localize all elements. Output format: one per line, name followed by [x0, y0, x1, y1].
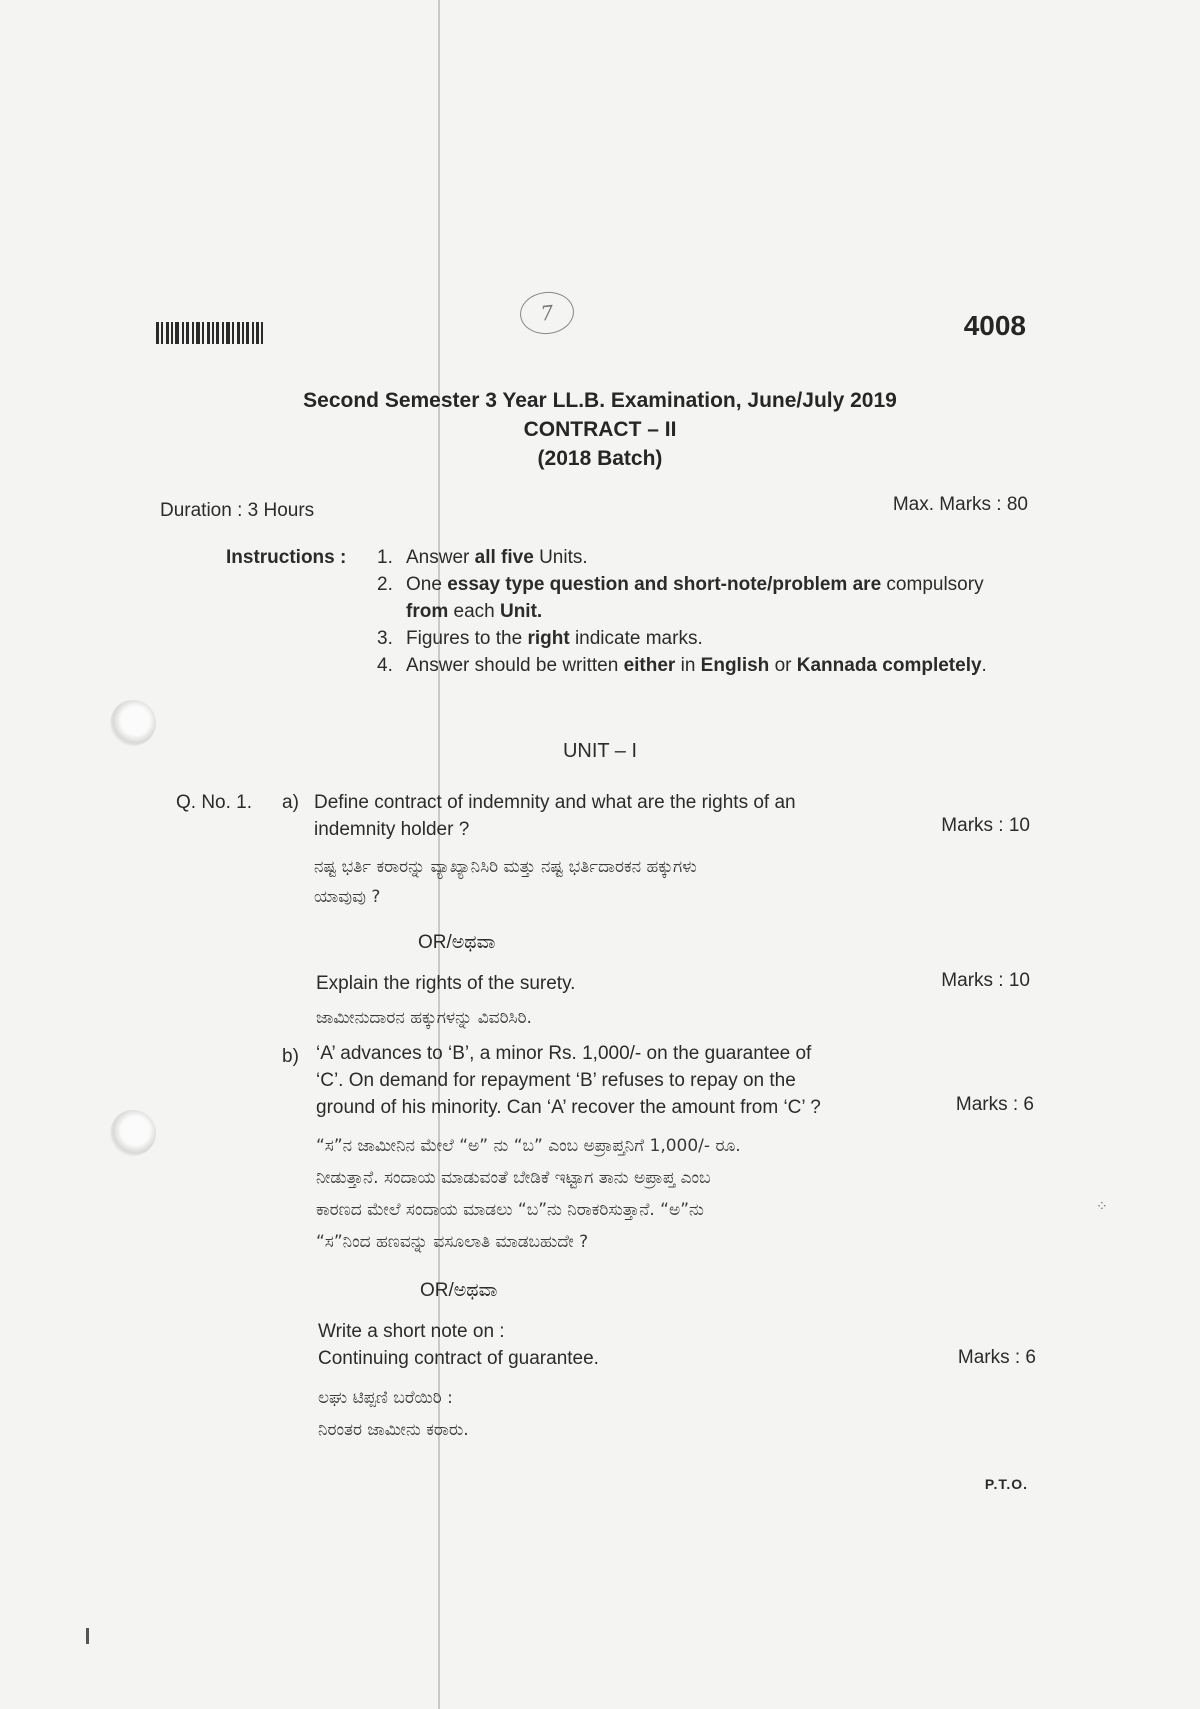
text-line: Continuing contract of guarantee.	[318, 1348, 599, 1369]
plain-text: Answer should be written	[406, 655, 624, 676]
instruction-text	[406, 625, 703, 652]
emphasis-text: Kannada	[796, 655, 877, 676]
text-line: ಕಾರಣದ ಮೇಲೆ ಸಂದಾಯ ಮಾಡಲು “ಬ”ನು ನಿರಾಕರಿಸುತ್ತಾನೆ. “ಅ”ನು	[316, 1200, 704, 1220]
plain-text: indicate marks.	[569, 628, 703, 649]
max-marks: Max. Marks : 80	[892, 494, 1028, 515]
subject-title: CONTRACT – II	[523, 418, 677, 441]
instruction-text	[406, 571, 987, 625]
plain-text: Units.	[533, 547, 588, 568]
scan-smudge: ⁘	[1096, 1198, 1108, 1214]
part-b-label: b)	[282, 1046, 299, 1067]
emphasis-text: English	[700, 655, 770, 676]
exam-title: Second Semester 3 Year LL.B. Examination, June/July 2019	[303, 389, 897, 412]
instruction-item	[377, 625, 987, 652]
instruction-item	[377, 652, 987, 679]
part-a-question-1-kannada	[314, 852, 934, 912]
text-line: Define contract of indemnity and what are the rights of an	[314, 792, 796, 813]
instruction-item	[377, 544, 987, 571]
plain-text: or	[769, 655, 797, 676]
instruction-number: 4.	[377, 655, 393, 676]
text-line: ‘C’. On demand for repayment ‘B’ refuses to repay on the	[316, 1070, 796, 1091]
handwritten-page-number: 7	[518, 289, 576, 336]
emphasis-text: from	[406, 601, 454, 622]
emphasis-text: right	[527, 628, 570, 649]
plain-text: compulsory	[886, 574, 984, 595]
instruction-text	[406, 652, 987, 679]
plain-text: each	[453, 601, 495, 622]
emphasis-text: Unit.	[494, 601, 543, 622]
emphasis-text: all five	[474, 547, 534, 568]
scan-edge-mark	[86, 1628, 89, 1644]
plain-text: One	[406, 574, 442, 595]
text-line: ನಿರಂತರ ಜಾಮೀನು ಕರಾರು.	[318, 1420, 469, 1440]
plain-text: Figures to the	[406, 628, 528, 649]
part-b-question-1-kannada	[316, 1130, 936, 1258]
punch-hole-bottom	[110, 1110, 156, 1156]
text-line: ‘A’ advances to ‘B’, a minor Rs. 1,000/- on the guarantee of	[316, 1043, 812, 1064]
text-line: Write a short note on :	[318, 1321, 505, 1342]
emphasis-text: essay type question and short-note/problem are	[441, 574, 887, 595]
unit-title: UNIT – I	[562, 740, 638, 762]
text-line: ಜಾಮೀನುದಾರನ ಹಕ್ಕುಗಳನ್ನು ವಿವರಿಸಿರಿ.	[316, 1008, 532, 1028]
instruction-number: 1.	[377, 547, 393, 568]
instruction-text	[406, 544, 588, 571]
text-line: ನೀಡುತ್ತಾನೆ. ಸಂದಾಯ ಮಾಡುವಂತೆ ಬೇಡಿಕೆ ಇಟ್ಟಾಗ ತಾನು ಅಪ್ರಾಪ್ತ ಎಂಬ	[316, 1168, 711, 1188]
part-a-label: a)	[282, 792, 299, 813]
text-line: “ಸ”ನಿಂದ ಹಣವನ್ನು ವಸೂಲಾತಿ ಮಾಡಬಹುದೇ ?	[316, 1232, 589, 1252]
part-b-question-1	[316, 1040, 936, 1121]
plain-text: .	[981, 655, 987, 676]
or-separator: OR/ಅಥವಾ	[418, 932, 496, 953]
text-line: Explain the rights of the surety.	[316, 973, 576, 994]
text-line: “ಸ”ನ ಜಾಮೀನಿನ ಮೇಲೆ “ಅ” ನು “ಬ” ಎಂಬ ಅಪ್ರಾಪ್ತನಿಗೆ 1,000/- ರೂ.	[316, 1136, 741, 1156]
emphasis-text: either	[623, 655, 676, 676]
part-b-question-2-marks: Marks : 6	[957, 1347, 1036, 1368]
batch-label: (2018 Batch)	[537, 447, 663, 470]
instructions-label: Instructions :	[226, 547, 347, 568]
pto-label: P.T.O.	[984, 1476, 1028, 1492]
part-a-question-2	[316, 970, 916, 997]
emphasis-text: completely	[882, 655, 982, 676]
part-b-question-2	[318, 1318, 918, 1372]
or-separator: OR/ಅಥವಾ	[420, 1280, 498, 1301]
part-a-question-2-marks: Marks : 10	[941, 970, 1030, 991]
instructions-list	[377, 544, 987, 679]
part-a-question-1-marks: Marks : 10	[941, 815, 1030, 836]
plain-text: in	[675, 655, 701, 676]
part-a-question-2-kannada	[316, 1005, 916, 1032]
part-a-question-1	[314, 789, 934, 843]
text-line: ನಷ್ಟ ಭರ್ತಿ ಕರಾರನ್ನು ವ್ಯಾಖ್ಯಾನಿಸಿರಿ ಮತ್ತು ನಷ್ಟ ಭರ್ತಿದಾರಕನ ಹಕ್ಕುಗಳು	[314, 857, 697, 877]
part-b-question-2-kannada	[318, 1382, 918, 1446]
instruction-item	[377, 571, 987, 625]
barcode	[156, 322, 274, 344]
text-line: indemnity holder ?	[314, 819, 470, 840]
instruction-number: 3.	[377, 628, 393, 649]
text-line: ground of his minority. Can ‘A’ recover the amount from ‘C’ ?	[316, 1097, 821, 1118]
question-number: Q. No. 1.	[176, 792, 253, 813]
text-line: ಯಾವುವು ?	[314, 887, 381, 907]
duration: Duration : 3 Hours	[160, 500, 315, 521]
instruction-number: 2.	[377, 574, 393, 595]
paper-code: 4008	[963, 310, 1026, 341]
text-line: ಲಘು ಟಿಪ್ಪಣಿ ಬರೆಯಿರಿ :	[318, 1388, 453, 1408]
part-b-question-1-marks: Marks : 6	[955, 1094, 1034, 1115]
plain-text: Answer	[406, 547, 475, 568]
